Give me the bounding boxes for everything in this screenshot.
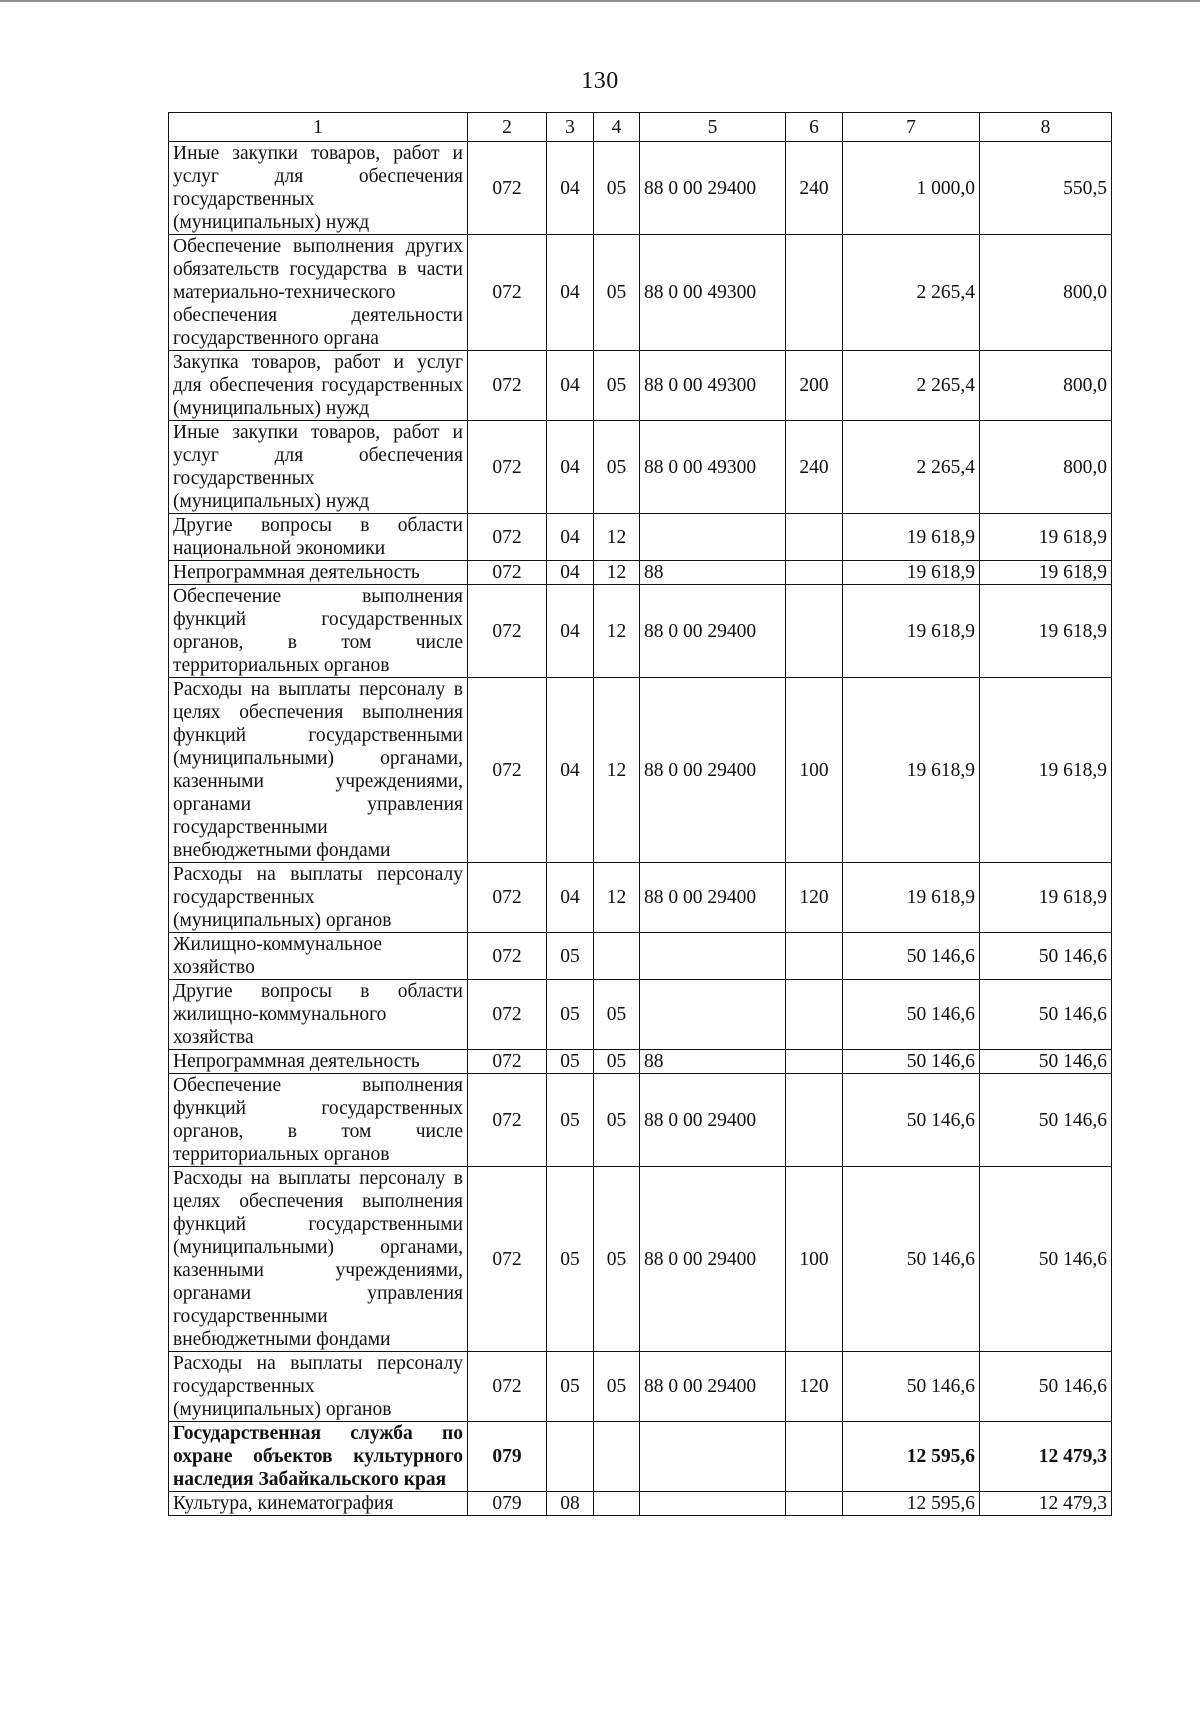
actual-amount-cell: 800,0 [980,421,1112,514]
ministry-code-cell: 072 [468,142,547,235]
subsection-code-cell [594,1492,640,1516]
planned-amount-cell: 50 146,6 [843,933,980,980]
row-name-cell: Расходы на выплаты персоналу в целях обеспечения выполнения функций государственными (муниципальными) органами, казенными учреждениями, органами управления государственными внебюджетными фондами [169,678,468,863]
planned-amount-cell: 2 265,4 [843,235,980,351]
subsection-code-cell: 05 [594,1352,640,1422]
planned-amount-cell: 50 146,6 [843,1050,980,1074]
target-article-cell [640,514,786,561]
section-code-cell: 04 [547,351,594,421]
actual-amount-cell: 800,0 [980,235,1112,351]
table-row [169,933,1112,980]
target-article-cell [640,1422,786,1492]
section-code-cell: 04 [547,142,594,235]
header-col-1: 1 [169,113,468,142]
actual-amount-cell: 50 146,6 [980,980,1112,1050]
target-article-cell [640,1492,786,1516]
ministry-code-cell: 072 [468,1167,547,1352]
table-body [169,142,1112,1516]
target-article-cell: 88 0 00 29400 [640,863,786,933]
subsection-code-cell: 12 [594,561,640,585]
table-row [169,142,1112,235]
planned-amount-cell: 19 618,9 [843,514,980,561]
table-row [169,351,1112,421]
ministry-code-cell: 072 [468,980,547,1050]
expense-type-cell [786,561,843,585]
planned-amount-cell: 19 618,9 [843,585,980,678]
expense-type-cell: 120 [786,863,843,933]
actual-amount-cell: 19 618,9 [980,678,1112,863]
subsection-code-cell: 12 [594,514,640,561]
row-name-cell: Закупка товаров, работ и услуг для обеспечения государственных (муниципальных) нужд [169,351,468,421]
actual-amount-cell: 550,5 [980,142,1112,235]
section-code-cell: 05 [547,1074,594,1167]
target-article-cell: 88 0 00 49300 [640,421,786,514]
ministry-code-cell: 072 [468,421,547,514]
header-col-6: 6 [786,113,843,142]
ministry-code-cell: 072 [468,351,547,421]
subsection-code-cell: 05 [594,235,640,351]
budget-table [168,112,1112,1516]
section-code-cell: 04 [547,585,594,678]
target-article-cell: 88 [640,561,786,585]
planned-amount-cell: 50 146,6 [843,1167,980,1352]
target-article-cell: 88 0 00 29400 [640,1074,786,1167]
target-article-cell: 88 0 00 49300 [640,235,786,351]
planned-amount-cell: 50 146,6 [843,1352,980,1422]
subsection-code-cell: 05 [594,142,640,235]
subsection-code-cell: 05 [594,421,640,514]
row-name-cell: Расходы на выплаты персоналу государственных (муниципальных) органов [169,1352,468,1422]
expense-type-cell: 240 [786,421,843,514]
header-col-8: 8 [980,113,1112,142]
scan-top-rule [0,0,1200,2]
subsection-code-cell: 05 [594,1167,640,1352]
row-name-cell: Расходы на выплаты персоналу государственных (муниципальных) органов [169,863,468,933]
section-code-cell: 04 [547,421,594,514]
section-code-cell: 04 [547,678,594,863]
planned-amount-cell: 12 595,6 [843,1422,980,1492]
expense-type-cell [786,1492,843,1516]
section-code-cell: 05 [547,1167,594,1352]
table-row [169,1050,1112,1074]
actual-amount-cell: 19 618,9 [980,514,1112,561]
target-article-cell: 88 0 00 29400 [640,1352,786,1422]
table-row [169,421,1112,514]
table-row [169,561,1112,585]
row-name-cell: Обеспечение выполнения других обязательств государства в части материально-технического обеспечения деятельности государственного органа [169,235,468,351]
planned-amount-cell: 12 595,6 [843,1492,980,1516]
row-name-cell: Непрограммная деятельность [169,561,468,585]
expense-type-cell [786,933,843,980]
header-col-2: 2 [468,113,547,142]
actual-amount-cell: 12 479,3 [980,1422,1112,1492]
planned-amount-cell: 2 265,4 [843,351,980,421]
actual-amount-cell: 50 146,6 [980,1074,1112,1167]
expense-type-cell [786,514,843,561]
section-code-cell: 05 [547,980,594,1050]
table-row [169,1167,1112,1352]
ministry-code-cell: 072 [468,1074,547,1167]
row-name-cell: Государственная служба по охране объектов культурного наследия Забайкальского края [169,1422,468,1492]
actual-amount-cell: 50 146,6 [980,1352,1112,1422]
row-name-cell: Другие вопросы в области национальной экономики [169,514,468,561]
target-article-cell: 88 [640,1050,786,1074]
ministry-code-cell: 079 [468,1422,547,1492]
subsection-code-cell: 05 [594,1074,640,1167]
actual-amount-cell: 50 146,6 [980,933,1112,980]
table-row [169,514,1112,561]
target-article-cell: 88 0 00 29400 [640,585,786,678]
expense-type-cell: 100 [786,1167,843,1352]
ministry-code-cell: 072 [468,863,547,933]
ministry-code-cell: 072 [468,933,547,980]
row-name-cell: Культура, кинематография [169,1492,468,1516]
subsection-code-cell: 12 [594,863,640,933]
actual-amount-cell: 800,0 [980,351,1112,421]
subsection-code-cell: 05 [594,351,640,421]
section-code-cell: 05 [547,1050,594,1074]
ministry-code-cell: 072 [468,235,547,351]
section-code-cell: 08 [547,1492,594,1516]
subsection-code-cell [594,1422,640,1492]
section-code-cell [547,1422,594,1492]
planned-amount-cell: 19 618,9 [843,863,980,933]
table-row [169,235,1112,351]
subsection-code-cell: 12 [594,585,640,678]
section-code-cell: 04 [547,561,594,585]
section-code-cell: 04 [547,514,594,561]
actual-amount-cell: 50 146,6 [980,1050,1112,1074]
header-col-7: 7 [843,113,980,142]
expense-type-cell [786,1074,843,1167]
section-code-cell: 04 [547,863,594,933]
table-row [169,1492,1112,1516]
row-name-cell: Иные закупки товаров, работ и услуг для обеспечения государственных (муниципальных) нужд [169,421,468,514]
subsection-code-cell: 05 [594,980,640,1050]
ministry-code-cell: 072 [468,561,547,585]
ministry-code-cell: 072 [468,1352,547,1422]
header-col-3: 3 [547,113,594,142]
section-code-cell: 05 [547,933,594,980]
ministry-code-cell: 072 [468,514,547,561]
row-name-cell: Жилищно-коммунальное хозяйство [169,933,468,980]
planned-amount-cell: 50 146,6 [843,1074,980,1167]
target-article-cell: 88 0 00 49300 [640,351,786,421]
target-article-cell: 88 0 00 29400 [640,142,786,235]
ministry-code-cell: 072 [468,1050,547,1074]
table-row [169,1422,1112,1492]
planned-amount-cell: 50 146,6 [843,980,980,1050]
table-row [169,863,1112,933]
target-article-cell [640,980,786,1050]
expense-type-cell [786,1422,843,1492]
planned-amount-cell: 1 000,0 [843,142,980,235]
expense-type-cell [786,585,843,678]
expense-type-cell [786,1050,843,1074]
table-row [169,1352,1112,1422]
row-name-cell: Обеспечение выполнения функций государственных органов, в том числе территориальных органов [169,585,468,678]
table-row [169,1074,1112,1167]
actual-amount-cell: 19 618,9 [980,863,1112,933]
header-row [169,113,1112,142]
ministry-code-cell: 072 [468,585,547,678]
page-number: 130 [581,68,619,94]
table-row [169,678,1112,863]
expense-type-cell: 100 [786,678,843,863]
expense-type-cell [786,235,843,351]
table-row [169,585,1112,678]
actual-amount-cell: 50 146,6 [980,1167,1112,1352]
planned-amount-cell: 19 618,9 [843,678,980,863]
target-article-cell [640,933,786,980]
row-name-cell: Обеспечение выполнения функций государственных органов, в том числе территориальных органов [169,1074,468,1167]
planned-amount-cell: 19 618,9 [843,561,980,585]
ministry-code-cell: 072 [468,678,547,863]
planned-amount-cell: 2 265,4 [843,421,980,514]
ministry-code-cell: 079 [468,1492,547,1516]
expense-type-cell: 240 [786,142,843,235]
actual-amount-cell: 19 618,9 [980,585,1112,678]
expense-type-cell [786,980,843,1050]
section-code-cell: 05 [547,1352,594,1422]
subsection-code-cell: 12 [594,678,640,863]
target-article-cell: 88 0 00 29400 [640,678,786,863]
table-row [169,980,1112,1050]
row-name-cell: Другие вопросы в области жилищно-коммунального хозяйства [169,980,468,1050]
row-name-cell: Непрограммная деятельность [169,1050,468,1074]
expense-type-cell: 120 [786,1352,843,1422]
section-code-cell: 04 [547,235,594,351]
expense-type-cell: 200 [786,351,843,421]
subsection-code-cell [594,933,640,980]
actual-amount-cell: 12 479,3 [980,1492,1112,1516]
header-col-5: 5 [640,113,786,142]
row-name-cell: Расходы на выплаты персоналу в целях обеспечения выполнения функций государственными (муниципальными) органами, казенными учреждениями, органами управления государственными внебюджетными фондами [169,1167,468,1352]
subsection-code-cell: 05 [594,1050,640,1074]
row-name-cell: Иные закупки товаров, работ и услуг для обеспечения государственных (муниципальных) нужд [169,142,468,235]
header-col-4: 4 [594,113,640,142]
actual-amount-cell: 19 618,9 [980,561,1112,585]
target-article-cell: 88 0 00 29400 [640,1167,786,1352]
